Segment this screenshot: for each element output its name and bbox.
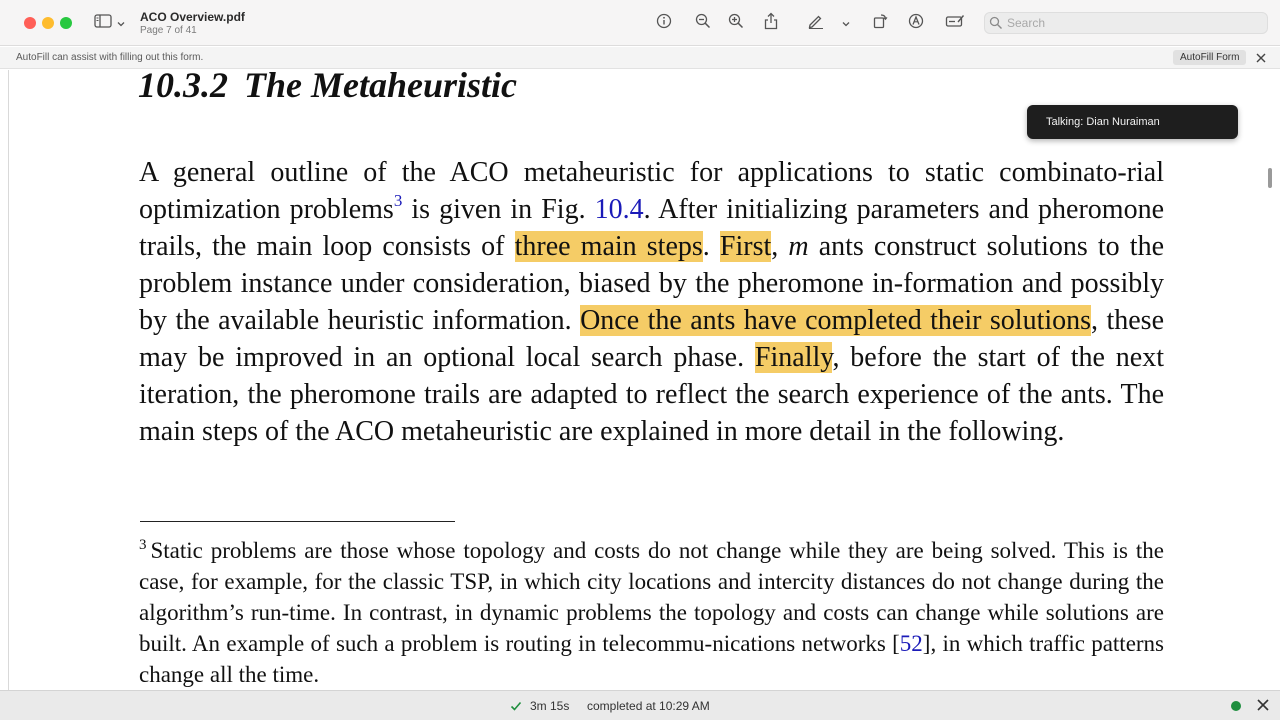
chevron-down-icon [117, 14, 125, 32]
text-run: . [702, 231, 720, 262]
maximize-window-button[interactable] [60, 17, 72, 29]
talking-notification: Talking: Dian Nuraiman [1027, 105, 1238, 139]
status-completed: completed at 10:29 AM [587, 699, 710, 713]
highlighted-text: First [719, 231, 772, 262]
status-duration: 3m 15s [530, 699, 570, 713]
footnote-reference[interactable]: 3 [393, 191, 403, 210]
sidebar-icon [94, 14, 112, 33]
text-run: , before the start of the next iteration, the pheromone trails are adapted to reflect the search experience of the ants. The main steps of the ACO metaheuristic are explained in more detail in the following. [139, 342, 1164, 447]
rotate-icon [872, 13, 888, 34]
text-run: is given in Fig. [402, 194, 595, 225]
footnote-divider [140, 521, 455, 522]
zoom-out-icon [695, 13, 711, 34]
minimize-window-button[interactable] [42, 17, 54, 29]
text-run: ants construct solutions to the problem instance under consideration, biased by the pheromone in-formation and possibly by the available heuristic information. [139, 231, 1164, 336]
search-icon [989, 16, 1003, 35]
markup-button[interactable] [806, 13, 826, 33]
checkmark-icon [510, 699, 522, 717]
body-paragraph [139, 154, 1164, 450]
rotate-button[interactable] [870, 13, 890, 33]
text-run: , these may be improved in an optional local search phase. [139, 305, 1165, 373]
close-icon[interactable] [1256, 698, 1270, 717]
page-indicator: Page 7 of 41 [140, 25, 197, 36]
zoom-out-button[interactable] [693, 13, 713, 33]
highlighted-text: three main steps [514, 231, 703, 262]
markup-pen-icon [807, 13, 825, 34]
highlight-button[interactable] [906, 13, 926, 33]
search-field[interactable] [984, 12, 1268, 34]
sidebar-toggle-button[interactable] [94, 14, 128, 32]
form-filling-button[interactable] [945, 13, 965, 33]
text-run: ], in which traffic patterns change all the time. [139, 631, 1165, 687]
text-run: A general outline of the ACO metaheuristic for applications to static combinato-rial optimization problems [139, 157, 1164, 225]
chevron-down-icon [842, 14, 850, 32]
status-bar [0, 690, 1280, 720]
text-run: . After initializing parameters and pheromone trails, the main loop consists of [139, 194, 1164, 262]
highlighted-text: Once the ants have completed their solutions [580, 305, 1092, 336]
math-variable: m [788, 231, 809, 262]
autofill-form-button[interactable]: AutoFill Form [1173, 50, 1246, 65]
close-icon[interactable] [1255, 51, 1267, 69]
zoom-in-button[interactable] [726, 13, 746, 33]
text-run: , [771, 231, 789, 262]
autofill-message: AutoFill can assist with filling out this form. [16, 52, 204, 63]
share-button[interactable] [761, 13, 781, 33]
pdf-page[interactable] [0, 70, 1280, 690]
title-bar [0, 0, 1280, 46]
markup-menu-button[interactable] [836, 13, 856, 33]
info-icon [656, 13, 672, 34]
status-indicator-icon [1231, 701, 1241, 711]
form-icon [945, 13, 965, 34]
highlighted-text: Finally [754, 342, 833, 373]
section-number: 10.3.2 [138, 70, 228, 105]
zoom-in-icon [728, 13, 744, 34]
figure-link[interactable]: 10.4 [594, 194, 644, 225]
citation-link[interactable]: 52 [899, 631, 923, 656]
footnote-mark: 3 [139, 537, 147, 553]
page-edge [8, 70, 9, 690]
highlight-icon [908, 13, 924, 34]
section-heading [138, 70, 738, 106]
section-title: The Metaheuristic [244, 70, 518, 105]
footnote [139, 535, 1164, 690]
document-title: ACO Overview.pdf [140, 10, 245, 24]
share-icon [763, 12, 779, 35]
search-input[interactable] [1007, 15, 1257, 31]
scrollbar-thumb[interactable] [1268, 168, 1272, 188]
text-run: Static problems are those whose topology and costs do not change while they are being solved. This is the case, for example, for the classic TSP, in which city locations and intercity distances do not change during the algorithm’s run-time. In contrast, in dynamic problems the topology and costs can change while solutions are built. An example of such a problem is routing in telecommu-nications networks [ [139, 538, 1164, 656]
close-window-button[interactable] [24, 17, 36, 29]
autofill-banner [0, 47, 1280, 69]
info-button[interactable] [654, 13, 674, 33]
